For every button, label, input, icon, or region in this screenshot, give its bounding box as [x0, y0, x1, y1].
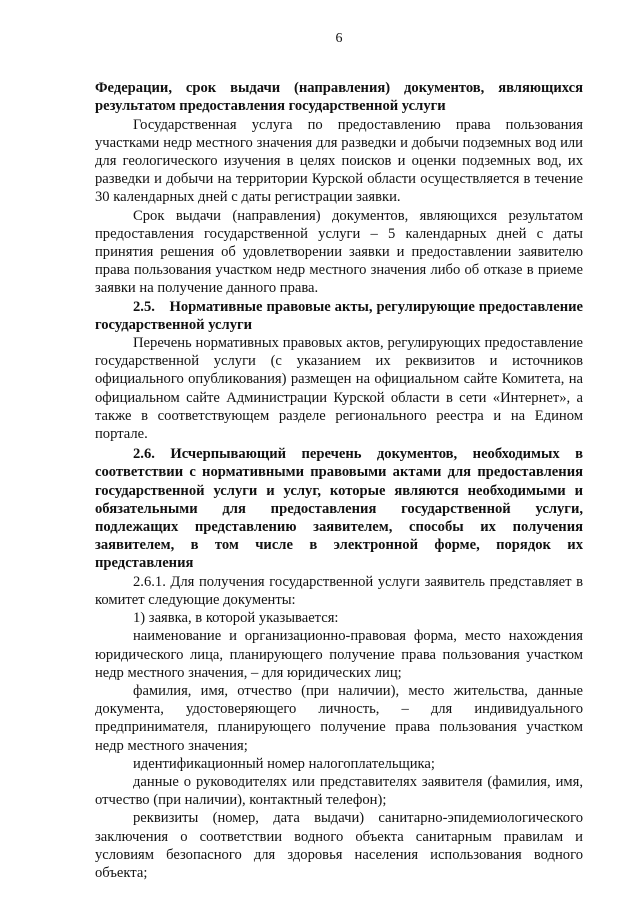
paragraph-issue-term: Срок выдачи (направления) документов, являющихся результатом предоставления государственной услуги – 5 календарных дней с даты принятия решения об удовлетворении заявки и предоставлении заявителю права пользования участком недр местного значения либо об отказе в приеме заявки на получение данного права. — [95, 207, 583, 297]
section-heading-2-5: 2.5. Нормативные правовые акты, регулирующие предоставление государственной услуги — [95, 298, 583, 333]
document-page — [95, 30, 583, 882]
list-item-individual: фамилия, имя, отчество (при наличии), место жительства, данные документа, удостоверяющего личность, – для индивидуального предпринимателя, планирующего получение права пользования участком недр местного значения; — [95, 682, 583, 754]
list-item-taxpayer-id: идентификационный номер налогоплательщика; — [133, 755, 435, 772]
paragraph-legal-acts: Перечень нормативных правовых актов, регулирующих предоставление государственной услуги (с указанием их реквизитов и источников официального опубликования) размещен на официальном сайте Комитета, на официальном сайте Администрации Курской области в сети «Интернет», а также в соответствующем разделе регионального реестра и на Едином портале. — [95, 335, 583, 443]
list-item-sanitary-conclusion: реквизиты (номер, дата выдачи) санитарно-эпидемиологического заключения о соответствии водного объекта санитарным правилам и условиям безопасного для здоровья населения использования водного объекта; — [95, 810, 583, 881]
section-heading-continuation: Федерации, срок выдачи (направления) документов, являющихся результатом предоставления государственной услуги — [95, 80, 583, 115]
list-item-legal-entity: наименование и организационно-правовая форма, место нахождения юридического лица, планирующего получение права пользования участком недр местного значения, – для юридических лиц; — [95, 628, 583, 681]
section-heading-2-6: 2.6. Исчерпывающий перечень документов, необходимых в соответствии с нормативными правовыми актами для предоставления государственной услуги и услуг, которые являются необходимыми и обязательными для предоставления государственной услуги, подлежащих представлению заявителем, способы их получения заявителем, в том числе в электронной форме, порядок их представления — [95, 446, 583, 572]
page-number: 6 — [335, 31, 343, 46]
paragraph-2-6-1: 2.6.1. Для получения государственной услуги заявитель представляет в комитет следующие документы: — [95, 573, 583, 608]
list-item-representatives: данные о руководителях или представителях заявителя (фамилия, имя, отчество (при наличии), контактный телефон); — [95, 773, 583, 809]
list-item-application: 1) заявка, в которой указывается: — [133, 610, 339, 627]
paragraph-service-term: Государственная услуга по предоставлению права пользования участками недр местного значения для разведки и добычи подземных вод или для геологического изучения в целях поисков и оценки подземных вод, их разведки и добычи на территории Курской области осуществляется в течение 30 календарных дней с даты регистрации заявки. — [95, 116, 583, 206]
